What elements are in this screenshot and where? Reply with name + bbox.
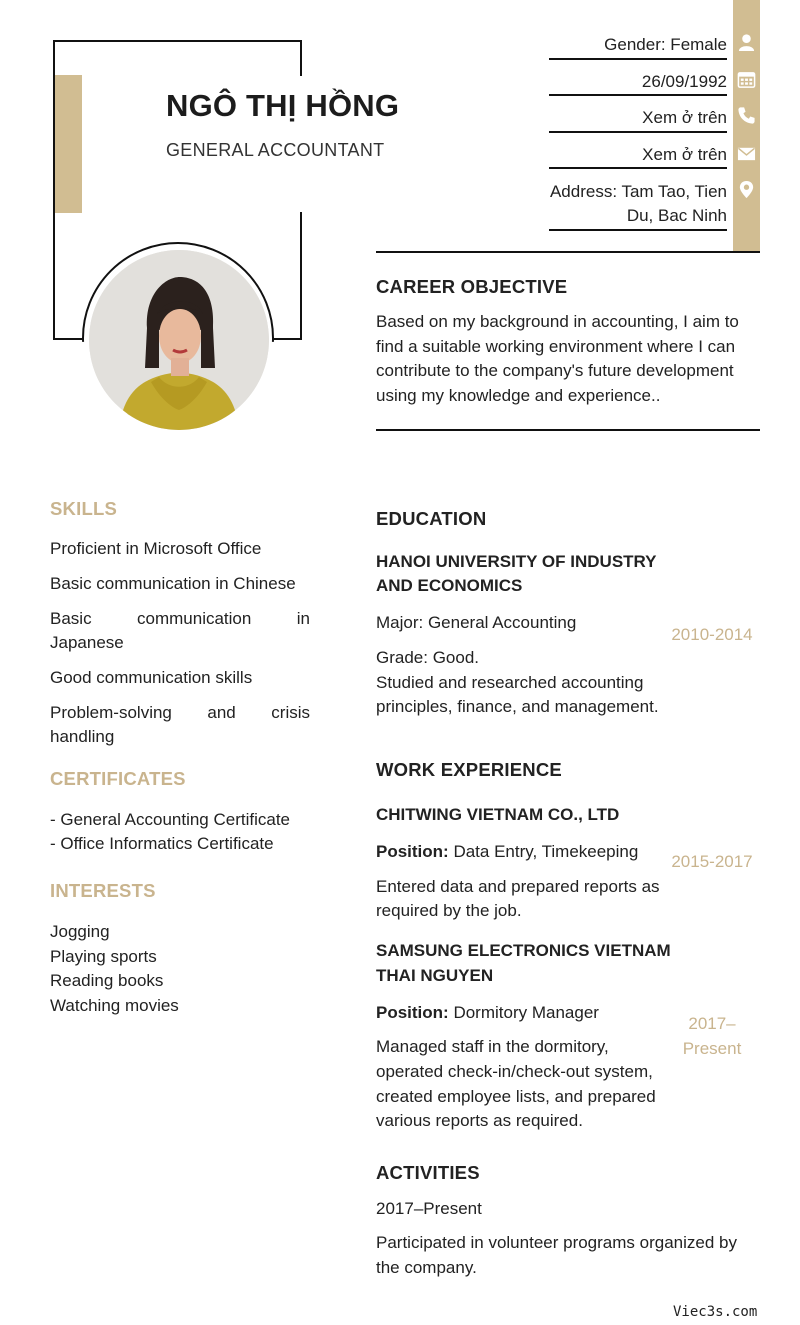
header-frame-bottom-right xyxy=(272,338,302,340)
header-frame-right-top xyxy=(300,40,302,76)
job-position xyxy=(376,840,638,865)
education-school-continued: AND ECONOMICS xyxy=(376,576,523,595)
job-title: GENERAL ACCOUNTANT xyxy=(166,140,385,160)
phone-icon xyxy=(737,106,756,125)
activities-period: 2017–Present xyxy=(376,1199,482,1218)
education-period: 2010-2014 xyxy=(671,625,753,644)
job-company: SAMSUNG ELECTRONICS VIETNAM xyxy=(376,941,671,960)
header-frame-bottom-left xyxy=(53,338,83,340)
interests-heading: INTERESTS xyxy=(50,880,156,901)
job-position xyxy=(376,1001,599,1026)
objective-line: Based on my background in accounting, I aim to xyxy=(376,312,739,331)
skill-item-continued: handling xyxy=(50,727,115,746)
interest-item: Playing sports xyxy=(50,947,157,966)
position-value: Data Entry, Timekeeping xyxy=(448,842,639,861)
contact-divider xyxy=(549,58,727,60)
skill-item: Basic communication in Chinese xyxy=(50,574,296,593)
objective-line: using my knowledge and experience.. xyxy=(376,386,661,405)
job-description: various reports as required. xyxy=(376,1111,583,1130)
job-description: required by the job. xyxy=(376,901,522,920)
contact-divider xyxy=(549,94,727,96)
skill-item: Problem-solving and crisis xyxy=(50,703,310,722)
contact-address-line1: Address: Tam Tao, Tien xyxy=(549,182,727,201)
calendar-icon xyxy=(737,70,756,89)
objective-divider-bottom xyxy=(376,429,760,431)
objective-line: contribute to the company's future development xyxy=(376,361,734,380)
education-description: principles, finance, and management. xyxy=(376,697,659,716)
job-description: Entered data and prepared reports as xyxy=(376,877,660,896)
person-icon xyxy=(737,33,756,52)
contact-email: Xem ở trên xyxy=(642,145,727,164)
education-school: HANOI UNIVERSITY OF INDUSTRY xyxy=(376,552,657,571)
job-company: CHITWING VIETNAM CO., LTD xyxy=(376,805,620,824)
activities-description: the company. xyxy=(376,1258,477,1277)
skill-item-continued: Japanese xyxy=(50,633,124,652)
activities-description: Participated in volunteer programs organized by xyxy=(376,1233,737,1252)
education-grade: Grade: Good. xyxy=(376,648,480,667)
position-value: Dormitory Manager xyxy=(448,1003,599,1022)
accent-block xyxy=(55,75,82,213)
skills-heading: SKILLS xyxy=(50,498,117,519)
job-period: 2017– xyxy=(688,1014,736,1033)
contact-divider xyxy=(549,167,727,169)
skill-item: Good communication skills xyxy=(50,668,253,687)
certificates-heading: CERTIFICATES xyxy=(50,768,186,789)
job-description: created employee lists, and prepared xyxy=(376,1087,656,1106)
education-major: Major: General Accounting xyxy=(376,613,577,632)
position-label: Position: xyxy=(376,842,449,861)
certificate-item: - General Accounting Certificate xyxy=(50,810,291,829)
position-label: Position: xyxy=(376,1003,449,1022)
mail-icon xyxy=(737,144,756,163)
objective-line: find a suitable working environment where I can xyxy=(376,337,736,356)
contact-gender: Gender: Female xyxy=(604,35,727,54)
activities-heading: ACTIVITIES xyxy=(376,1162,480,1183)
interest-item: Jogging xyxy=(50,922,110,941)
contact-divider xyxy=(549,131,727,133)
job-company-continued: THAI NGUYEN xyxy=(376,966,494,985)
header-frame-right-bottom xyxy=(300,212,302,340)
candidate-name: NGÔ THỊ HỒNG xyxy=(166,88,400,123)
education-description: Studied and researched accounting xyxy=(376,673,644,692)
interest-item: Watching movies xyxy=(50,996,179,1015)
job-period: 2015-2017 xyxy=(671,852,753,871)
contact-phone: Xem ở trên xyxy=(642,108,727,127)
education-heading: EDUCATION xyxy=(376,508,487,529)
job-period-continued: Present xyxy=(682,1039,742,1058)
skill-item: Proficient in Microsoft Office xyxy=(50,539,262,558)
footer-brand: Viec3s.com xyxy=(673,1304,758,1320)
work-heading: WORK EXPERIENCE xyxy=(376,759,562,780)
certificate-item: - Office Informatics Certificate xyxy=(50,834,274,853)
header-frame-top xyxy=(53,40,302,42)
job-description: operated check-in/check-out system, xyxy=(376,1062,653,1081)
job-description: Managed staff in the dormitory, xyxy=(376,1037,609,1056)
skill-item: Basic communication in xyxy=(50,609,310,628)
objective-divider-top xyxy=(376,251,760,253)
objective-heading: CAREER OBJECTIVE xyxy=(376,276,568,297)
contact-dob: 26/09/1992 xyxy=(641,72,727,91)
profile-photo xyxy=(89,250,269,430)
contact-address-line2: Du, Bac Ninh xyxy=(626,206,727,225)
profile-photo-illustration xyxy=(89,250,269,430)
interest-item: Reading books xyxy=(50,971,164,990)
contact-divider xyxy=(549,229,727,231)
location-icon xyxy=(737,180,756,199)
